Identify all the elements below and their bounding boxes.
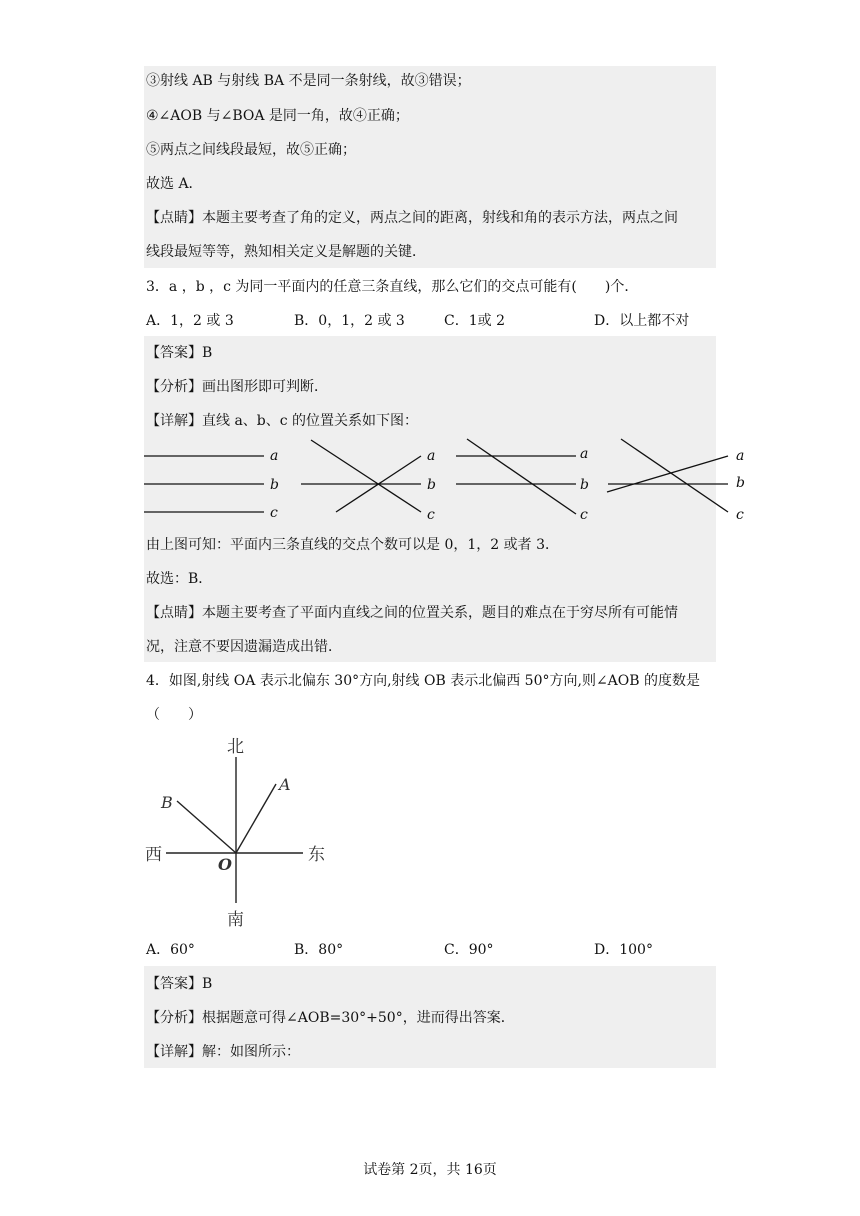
point-o-label: O — [218, 855, 232, 874]
south-label: 南 — [227, 910, 244, 930]
option-a: A．60° — [146, 942, 195, 958]
option-d: D．100° — [594, 942, 653, 958]
label-b: b — [270, 477, 279, 493]
note-line: 【点睛】本题主要考查了平面内直线之间的位置关系，题目的难点在于穷尽所有可能情 — [146, 605, 678, 621]
label-a: a — [270, 448, 279, 464]
note-line: 线段最短等等，熟知相关定义是解题的关键． — [146, 244, 426, 260]
text-line: ④∠AOB 与∠BOA 是同一角，故④正确； — [146, 108, 409, 124]
question-4-stem: 4．如图,射线 OA 表示北偏东 30°方向,射线 OB 表示北偏西 50°方向,则∠AOB 的度数是 — [146, 673, 700, 689]
label-b: b — [580, 477, 589, 493]
detail: 【详解】解：如图所示： — [146, 1044, 300, 1060]
option-c: C．90° — [444, 942, 494, 958]
note-line: 况，注意不要因遗漏造成出错． — [146, 639, 342, 655]
label-c: c — [270, 505, 278, 521]
label-b: b — [427, 477, 436, 493]
north-label: 北 — [227, 737, 244, 757]
answer: 【答案】B — [146, 345, 213, 361]
east-label: 东 — [308, 845, 325, 865]
west-label: 西 — [145, 845, 162, 865]
answer: 【答案】B — [146, 976, 213, 992]
text-line: ⑤两点之间线段最短，故⑤正确； — [146, 142, 356, 158]
label-a: a — [427, 448, 436, 464]
ray-oa — [236, 784, 276, 853]
label-c: c — [580, 507, 588, 523]
text-line: 故选 A． — [146, 176, 203, 192]
analysis: 【分析】根据题意可得∠AOB=30°+50°，进而得出答案． — [146, 1010, 515, 1026]
label-c: c — [736, 507, 744, 523]
label-a: a — [580, 446, 589, 462]
label-a: a — [736, 448, 745, 464]
ray-ob — [177, 801, 236, 853]
question-3-stem: 3．a ，b ，c 为同一平面内的任意三条直线，那么它们的交点可能有( )个． — [146, 279, 639, 295]
detail: 【详解】直线 a、b、c 的位置关系如下图： — [146, 413, 419, 429]
option-a: A．1，2 或 3 — [146, 313, 234, 329]
option-d: D．以上都不对 — [594, 313, 690, 329]
point-b-label: B — [161, 793, 173, 812]
conclusion: 由上图可知：平面内三条直线的交点个数可以是 0，1，2 或者 3． — [146, 537, 559, 553]
note-line: 【点睛】本题主要考查了角的定义，两点之间的距离，射线和角的表示方法，两点之间 — [146, 210, 678, 226]
option-b: B．80° — [294, 942, 344, 958]
question-4-stem-bracket: （ ） — [146, 707, 202, 723]
page-footer: 试卷第 2页，共 16页 — [363, 1162, 497, 1178]
analysis: 【分析】画出图形即可判断． — [146, 379, 328, 395]
choose: 故选：B． — [146, 571, 213, 587]
text-line: ③射线 AB 与射线 BA 不是同一条射线，故③错误； — [146, 73, 471, 89]
point-a-label: A — [279, 775, 291, 794]
option-c: C．1或 2 — [444, 313, 505, 329]
label-b: b — [736, 475, 745, 491]
option-b: B．0，1，2 或 3 — [294, 313, 405, 329]
label-c: c — [427, 507, 435, 523]
